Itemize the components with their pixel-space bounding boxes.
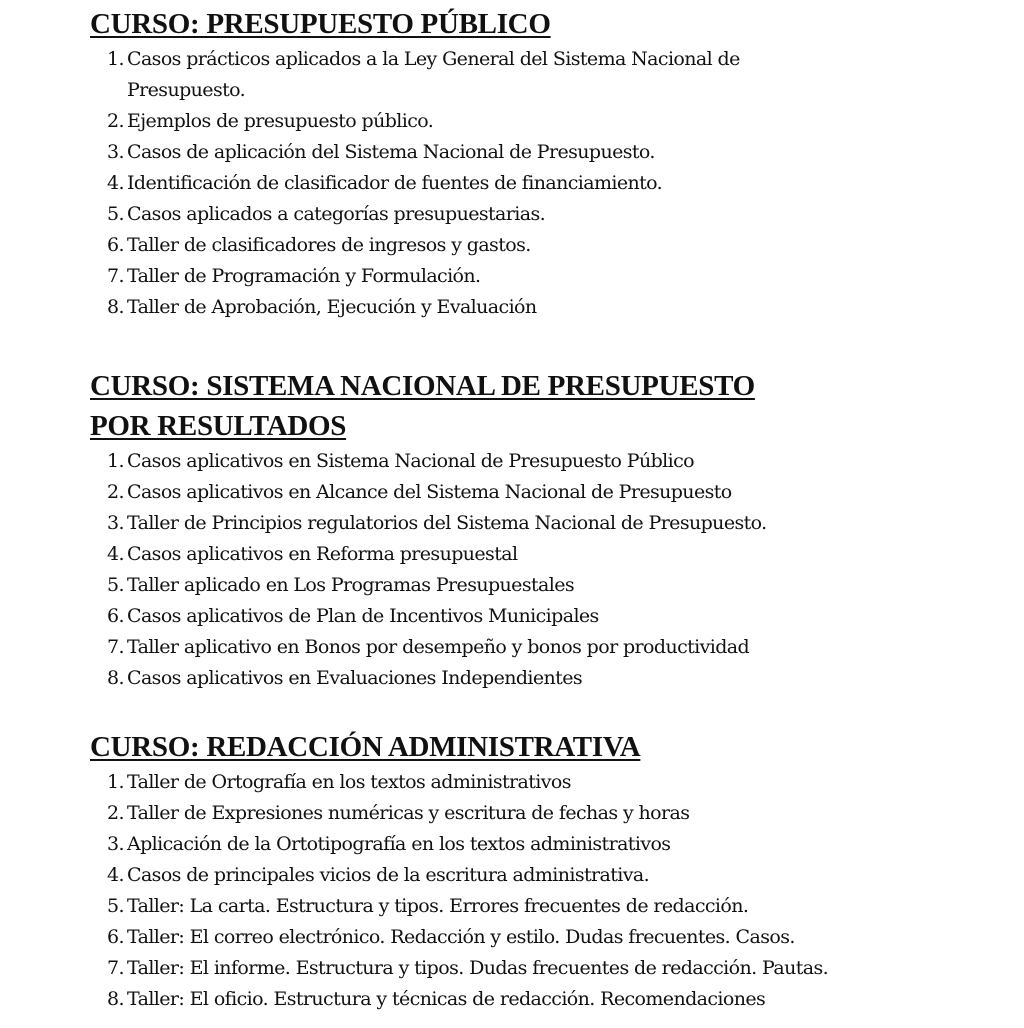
item-number: 8. [107,667,124,689]
course-section-presupuesto-por-resultados [90,366,790,694]
item-number: 2. [107,802,124,824]
item-text: Taller: La carta. Estructura y tipos. Errores frecuentes de redacción. [127,895,749,917]
item-text: Taller de clasificadores de ingresos y gastos. [127,234,531,256]
list-item [90,230,990,261]
item-number: 4. [107,543,124,565]
item-text: Taller: El informe. Estructura y tipos. Dudas frecuentes de redacción. Pautas. [127,957,829,979]
list-item [90,168,990,199]
item-text: Taller de Principios regulatorios del Sistema Nacional de Presupuesto. [127,512,767,534]
item-number: 2. [107,110,124,132]
item-text: Casos prácticos aplicados a la Ley General del Sistema Nacional de Presupuesto. [127,48,740,101]
item-text: Casos aplicativos en Sistema Nacional de Presupuesto Público [127,450,695,472]
item-number: 5. [107,203,124,225]
item-text: Identificación de clasificador de fuentes de financiamiento. [127,172,663,194]
list-item [90,953,990,984]
course-section-redaccion-administrativa [90,727,990,1015]
item-number: 4. [107,864,124,886]
item-text: Casos aplicados a categorías presupuestarias. [127,203,546,225]
list-item [90,106,990,137]
list-item [90,261,990,292]
item-text: Taller: El oficio. Estructura y técnicas de redacción. Recomendaciones [127,988,766,1010]
item-number: 3. [107,512,124,534]
item-number: 5. [107,895,124,917]
item-text: Ejemplos de presupuesto público. [127,110,434,132]
item-text: Taller de Ortografía en los textos administrativos [127,771,571,793]
list-item [90,446,990,477]
item-text: Casos aplicativos en Alcance del Sistema Nacional de Presupuesto [127,481,732,503]
section-heading: CURSO: PRESUPUESTO PÚBLICO [90,8,551,40]
list-item [90,984,990,1015]
item-number: 1. [107,48,124,70]
item-text: Taller aplicado en Los Programas Presupuestales [127,574,575,596]
item-number: 3. [107,141,124,163]
section-heading: CURSO: SISTEMA NACIONAL DE PRESUPUESTO POR RESULTADOS [90,370,755,442]
item-text: Casos aplicativos en Reforma presupuestal [127,543,518,565]
item-text: Taller: El correo electrónico. Redacción y estilo. Dudas frecuentes. Casos. [127,926,795,948]
list-item [90,860,990,891]
item-number: 1. [107,771,124,793]
item-text: Taller de Aprobación, Ejecución y Evaluación [127,296,537,318]
list-item [90,539,990,570]
item-text: Casos de aplicación del Sistema Nacional de Presupuesto. [127,141,655,163]
list-item [90,767,990,798]
item-text: Taller de Programación y Formulación. [127,265,481,287]
list-item [90,508,990,539]
list-item [90,477,990,508]
item-text: Taller de Expresiones numéricas y escritura de fechas y horas [127,802,690,824]
list-item [90,570,990,601]
item-number: 6. [107,926,124,948]
item-number: 6. [107,234,124,256]
item-number: 7. [107,957,124,979]
list-item [90,632,990,663]
item-number: 6. [107,605,124,627]
topic-list [90,767,990,1015]
section-heading: CURSO: REDACCIÓN ADMINISTRATIVA [90,731,641,763]
item-text: Aplicación de la Ortotipografía en los textos administrativos [127,833,671,855]
item-number: 2. [107,481,124,503]
list-item [90,199,990,230]
topic-list [90,446,990,694]
list-item [90,44,817,106]
list-item [90,137,990,168]
item-number: 7. [107,265,124,287]
item-text: Casos aplicativos en Evaluaciones Independientes [127,667,582,689]
item-number: 7. [107,636,124,658]
list-item [90,922,990,953]
item-number: 5. [107,574,124,596]
item-number: 1. [107,450,124,472]
list-item [90,663,990,694]
topic-list [90,44,990,323]
list-item [90,829,990,860]
item-text: Casos de principales vicios de la escritura administrativa. [127,864,650,886]
item-text: Casos aplicativos de Plan de Incentivos Municipales [127,605,599,627]
list-item [90,292,990,323]
list-item [90,601,990,632]
item-number: 3. [107,833,124,855]
list-item [90,891,990,922]
item-number: 8. [107,988,124,1010]
list-item [90,798,990,829]
item-number: 8. [107,296,124,318]
item-number: 4. [107,172,124,194]
item-text: Taller aplicativo en Bonos por desempeño y bonos por productividad [127,636,750,658]
course-section-presupuesto-publico [90,4,990,323]
